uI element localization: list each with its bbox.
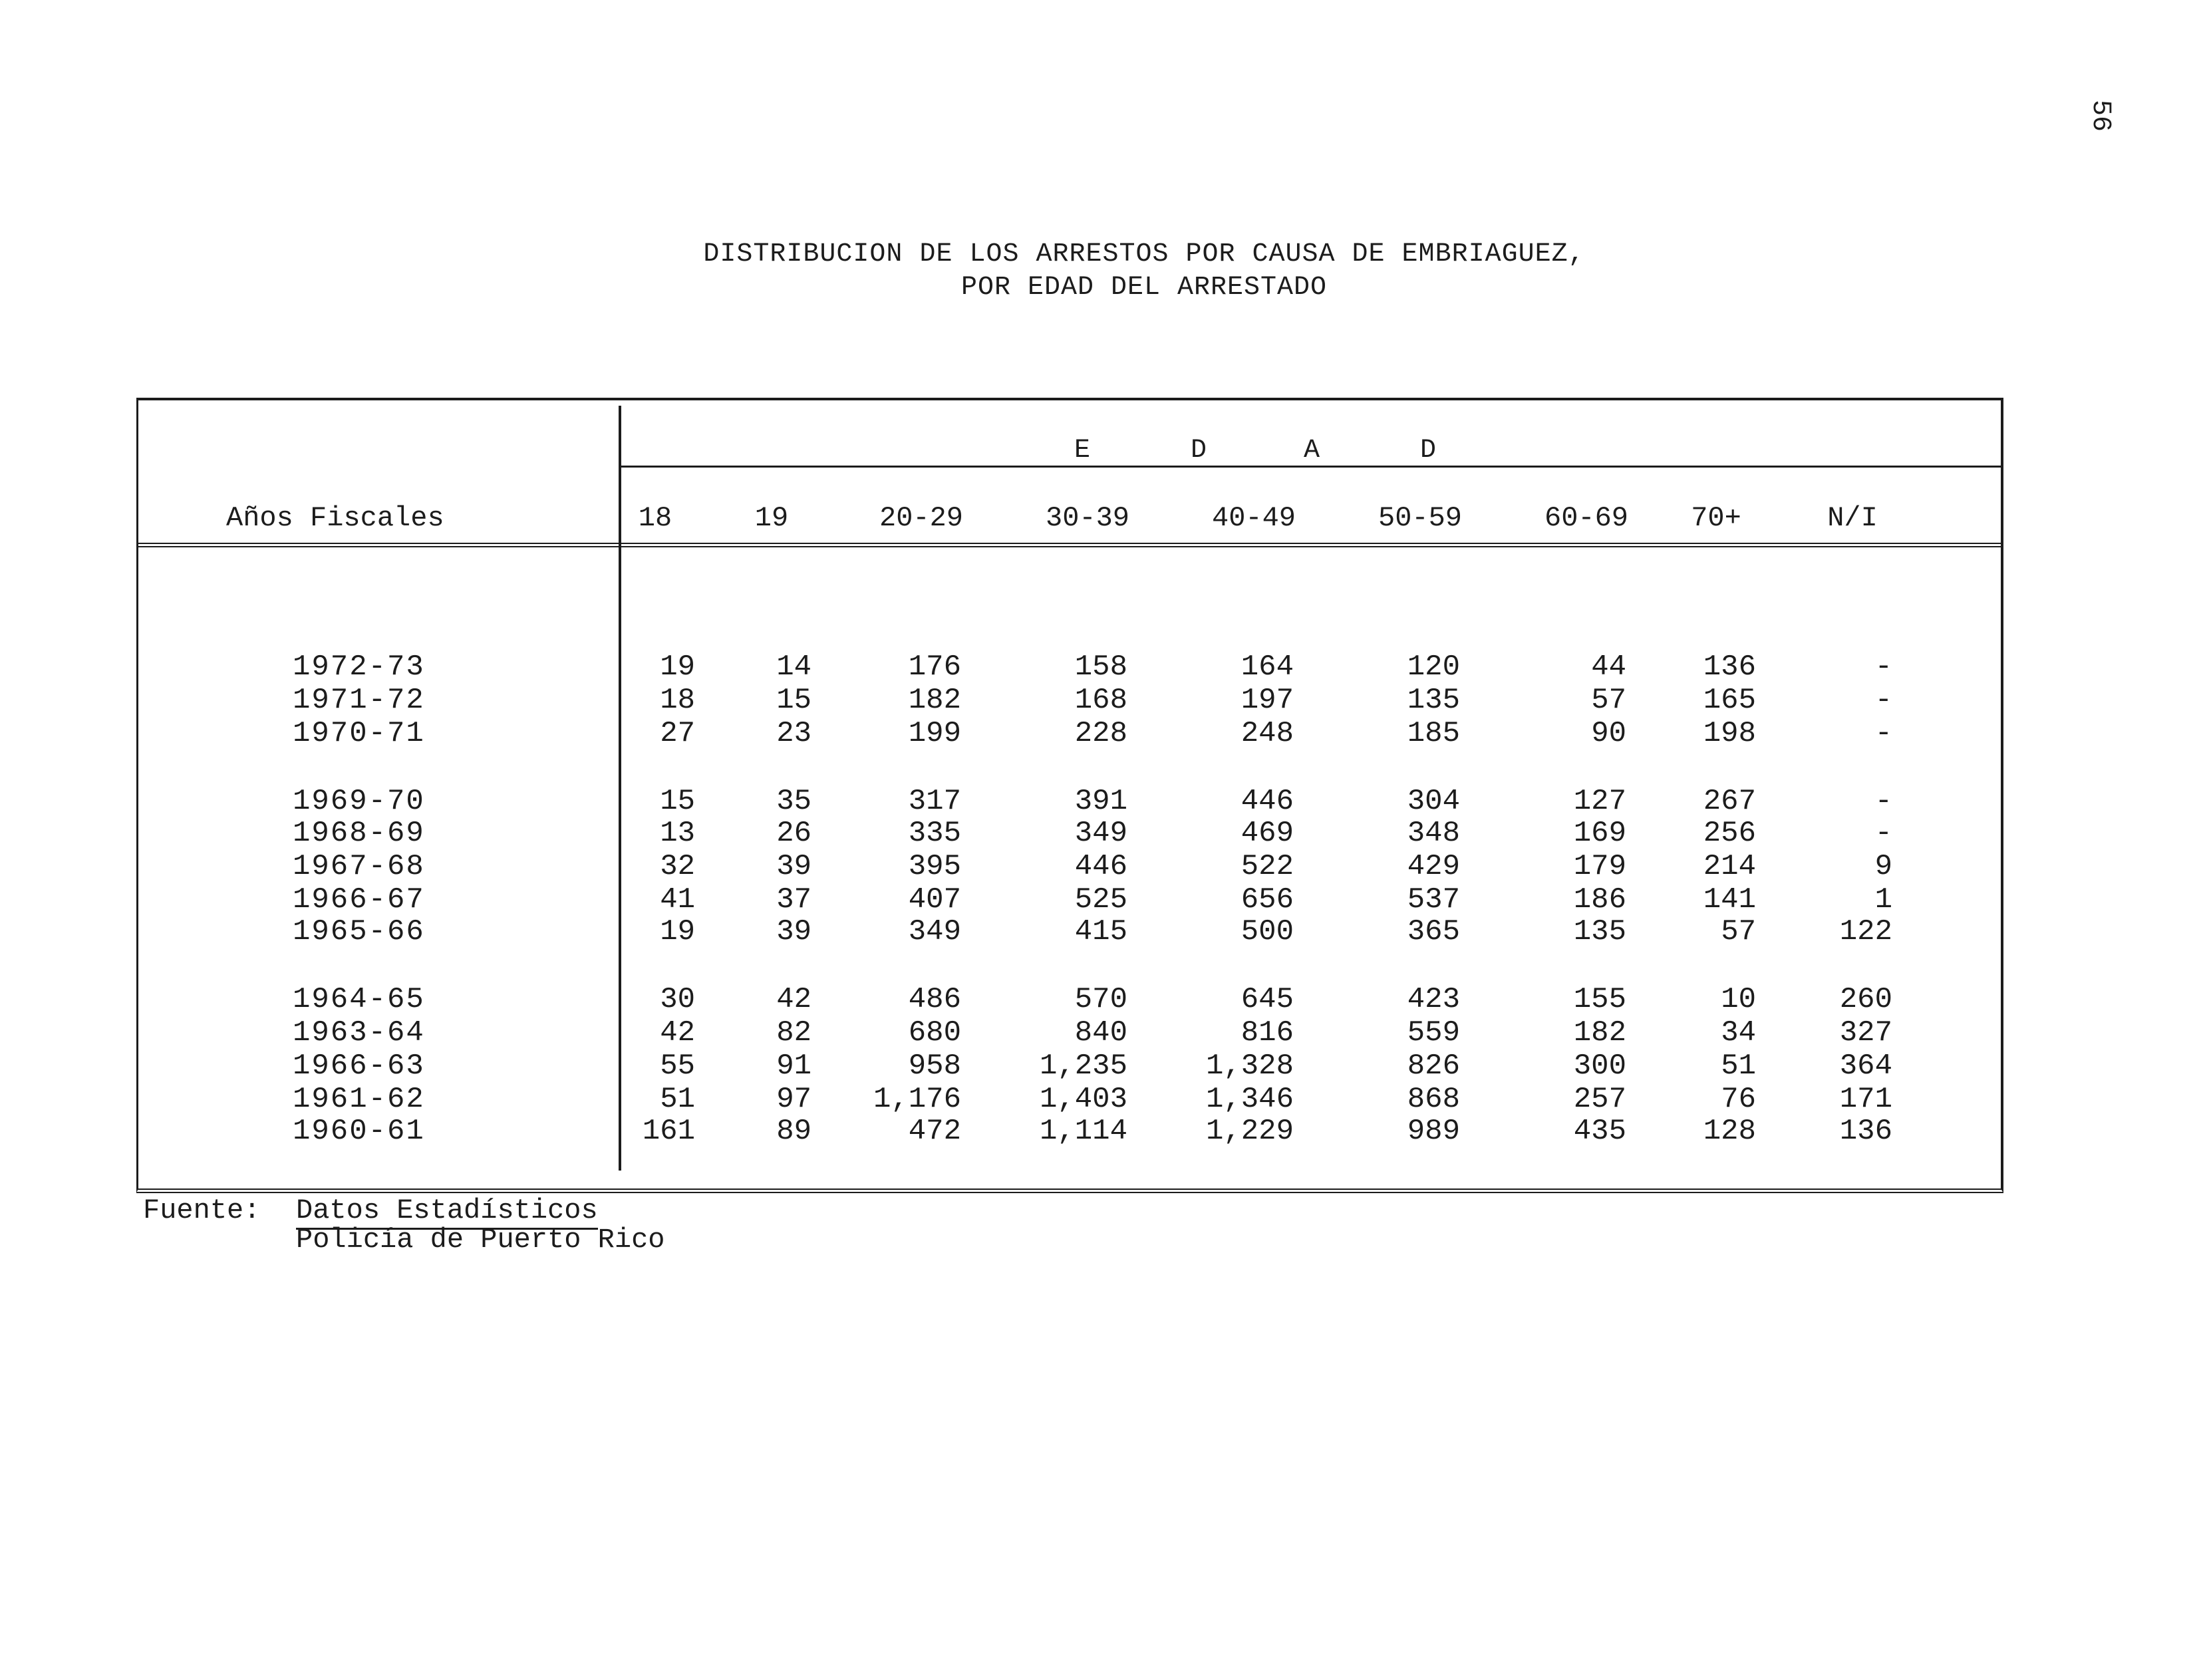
row-year: 1964-65 xyxy=(293,983,425,1016)
table-cell: 868 xyxy=(1407,1083,1460,1116)
table-cell: 171 xyxy=(1839,1083,1892,1116)
table-cell: 185 xyxy=(1407,717,1460,750)
table-cell: 656 xyxy=(1241,883,1294,916)
table-cell: 826 xyxy=(1407,1050,1460,1083)
table-cell: - xyxy=(1874,717,1892,750)
table-cell: 228 xyxy=(1074,717,1127,750)
table-cell: 19 xyxy=(660,915,695,948)
table-cell: 197 xyxy=(1241,684,1294,717)
table-cell: 348 xyxy=(1407,817,1460,850)
row-header-label: Años Fiscales xyxy=(226,502,444,534)
table-cell: 1 xyxy=(1874,883,1892,916)
table-cell: 816 xyxy=(1241,1016,1294,1050)
table-cell: 429 xyxy=(1407,850,1460,883)
table-cell: 349 xyxy=(1074,817,1127,850)
row-year: 1970-71 xyxy=(293,717,425,750)
table-cell: 423 xyxy=(1407,983,1460,1016)
table-cell: 840 xyxy=(1074,1016,1127,1050)
table-cell: 537 xyxy=(1407,883,1460,916)
table-cell: 327 xyxy=(1839,1016,1892,1050)
age-group-letter: E xyxy=(1074,436,1091,466)
table-cell: 15 xyxy=(660,785,695,818)
table-cell: 135 xyxy=(1407,684,1460,717)
age-group-letter: D xyxy=(1191,436,1207,466)
table-cell: 248 xyxy=(1241,717,1294,750)
table-cell: 165 xyxy=(1703,684,1756,717)
table-cell: 415 xyxy=(1074,915,1127,948)
table-cell: 446 xyxy=(1241,785,1294,818)
table-cell: 570 xyxy=(1074,983,1127,1016)
table-cell: 260 xyxy=(1839,983,1892,1016)
table-cell: 41 xyxy=(660,883,695,916)
table-cell: 469 xyxy=(1241,817,1294,850)
table-cell: 169 xyxy=(1573,817,1626,850)
table-cell: 127 xyxy=(1573,785,1626,818)
table-cell: 82 xyxy=(776,1016,811,1050)
table-cell: 391 xyxy=(1074,785,1127,818)
table-cell: 26 xyxy=(776,817,811,850)
age-group-divider xyxy=(621,466,2001,468)
row-year: 1968-69 xyxy=(293,817,425,850)
table-cell: - xyxy=(1874,817,1892,850)
table-cell: 13 xyxy=(660,817,695,850)
table-cell: 257 xyxy=(1573,1083,1626,1116)
table-cell: 1,328 xyxy=(1205,1050,1294,1083)
table-cell: 15 xyxy=(776,684,811,717)
table-cell: 317 xyxy=(908,785,961,818)
table-cell: 27 xyxy=(660,717,695,750)
table-cell: 645 xyxy=(1241,983,1294,1016)
table-cell: 136 xyxy=(1703,650,1756,684)
table-cell: 37 xyxy=(776,883,811,916)
table-cell: 525 xyxy=(1074,883,1127,916)
table-cell: 395 xyxy=(908,850,961,883)
table-cell: 42 xyxy=(776,983,811,1016)
row-year: 1966-63 xyxy=(293,1050,425,1083)
row-year: 1971-72 xyxy=(293,684,425,717)
table-cell: 182 xyxy=(1573,1016,1626,1050)
table-cell: 90 xyxy=(1591,717,1626,750)
table-cell: 128 xyxy=(1703,1115,1756,1148)
table-cell: 559 xyxy=(1407,1016,1460,1050)
table-cell: 500 xyxy=(1241,915,1294,948)
table-cell: 89 xyxy=(776,1115,811,1148)
table-cell: 176 xyxy=(908,650,961,684)
table-cell: 55 xyxy=(660,1050,695,1083)
table-cell: 91 xyxy=(776,1050,811,1083)
table-cell: 42 xyxy=(660,1016,695,1050)
table-cell: 214 xyxy=(1703,850,1756,883)
column-header: 50-59 xyxy=(1378,502,1463,534)
table-cell: - xyxy=(1874,650,1892,684)
table-cell: 57 xyxy=(1591,684,1626,717)
age-group-letter: D xyxy=(1420,436,1437,466)
table-cell: 199 xyxy=(908,717,961,750)
column-header: 30-39 xyxy=(1045,502,1130,534)
table-cell: 9 xyxy=(1874,850,1892,883)
table-cell: 39 xyxy=(776,850,811,883)
table-cell: 141 xyxy=(1703,883,1756,916)
row-year: 1969-70 xyxy=(293,785,425,818)
table-cell: 135 xyxy=(1573,915,1626,948)
table-cell: 435 xyxy=(1573,1115,1626,1148)
header-double-rule xyxy=(138,543,2001,547)
table-cell: 989 xyxy=(1407,1115,1460,1148)
column-header: 40-49 xyxy=(1211,502,1296,534)
table-cell: 35 xyxy=(776,785,811,818)
table-cell: 30 xyxy=(660,983,695,1016)
table-cell: 97 xyxy=(776,1083,811,1116)
source-line-2: Policía de Puerto Rico xyxy=(296,1224,665,1256)
table-cell: 164 xyxy=(1241,650,1294,684)
column-header: 18 xyxy=(638,502,672,534)
table-cell: 44 xyxy=(1591,650,1626,684)
table-cell: 179 xyxy=(1573,850,1626,883)
table-cell: 472 xyxy=(908,1115,961,1148)
table-cell: 446 xyxy=(1074,850,1127,883)
table-cell: 51 xyxy=(660,1083,695,1116)
table-cell: 19 xyxy=(660,650,695,684)
table-cell: 32 xyxy=(660,850,695,883)
column-header: 70+ xyxy=(1691,502,1741,534)
table-cell: 1,403 xyxy=(1039,1083,1127,1116)
table-cell: 57 xyxy=(1721,915,1756,948)
table-cell: 335 xyxy=(908,817,961,850)
table-cell: - xyxy=(1874,785,1892,818)
row-year: 1963-64 xyxy=(293,1016,425,1050)
row-year: 1961-62 xyxy=(293,1083,425,1116)
table-title-line-1: DISTRIBUCION DE LOS ARRESTOS POR CAUSA DE EMBRIAGUEZ, xyxy=(703,239,1585,269)
row-year: 1972-73 xyxy=(293,650,425,684)
column-header: 20-29 xyxy=(879,502,964,534)
table-cell: 1,114 xyxy=(1039,1115,1127,1148)
table-cell: 136 xyxy=(1839,1115,1892,1148)
table-cell: 1,235 xyxy=(1039,1050,1127,1083)
row-year: 1965-66 xyxy=(293,915,425,948)
table-cell: 14 xyxy=(776,650,811,684)
table-cell: 958 xyxy=(908,1050,961,1083)
table-cell: 680 xyxy=(908,1016,961,1050)
age-group-letter: A xyxy=(1304,436,1320,466)
table-cell: 304 xyxy=(1407,785,1460,818)
table-cell: 267 xyxy=(1703,785,1756,818)
table-cell: 155 xyxy=(1573,983,1626,1016)
table-cell: 522 xyxy=(1241,850,1294,883)
table-cell: 1,229 xyxy=(1205,1115,1294,1148)
column-header: 60-69 xyxy=(1544,502,1629,534)
table-title-line-2: POR EDAD DEL ARRESTADO xyxy=(960,273,1328,303)
table-cell: 18 xyxy=(660,684,695,717)
table-cell: 158 xyxy=(1074,650,1127,684)
row-year: 1967-68 xyxy=(293,850,425,883)
table-cell: 51 xyxy=(1721,1050,1756,1083)
table-cell: 161 xyxy=(642,1115,695,1148)
column-header: 19 xyxy=(754,502,789,534)
table-cell: 1,176 xyxy=(873,1083,961,1116)
column-header: N/I xyxy=(1827,502,1878,534)
table-cell: 23 xyxy=(776,717,811,750)
table-cell: 486 xyxy=(908,983,961,1016)
table-cell: 256 xyxy=(1703,817,1756,850)
table-cell: 198 xyxy=(1703,717,1756,750)
row-year: 1966-67 xyxy=(293,883,425,916)
table-cell: 186 xyxy=(1573,883,1626,916)
table-cell: 182 xyxy=(908,684,961,717)
table-cell: 364 xyxy=(1839,1050,1892,1083)
source-line-1: Datos Estadísticos xyxy=(296,1194,598,1230)
page-number: 56 xyxy=(2085,100,2115,132)
table-cell: 349 xyxy=(908,915,961,948)
table-cell: 407 xyxy=(908,883,961,916)
table-cell: 1,346 xyxy=(1205,1083,1294,1116)
table-cell: 300 xyxy=(1573,1050,1626,1083)
table-cell: 122 xyxy=(1839,915,1892,948)
row-year: 1960-61 xyxy=(293,1115,425,1148)
table-cell: 76 xyxy=(1721,1083,1756,1116)
source-label: Fuente: xyxy=(143,1194,261,1226)
table-cell: 120 xyxy=(1407,650,1460,684)
table-cell: 39 xyxy=(776,915,811,948)
table-cell: 34 xyxy=(1721,1016,1756,1050)
table-cell: 10 xyxy=(1721,983,1756,1016)
table-cell: - xyxy=(1874,684,1892,717)
table-cell: 365 xyxy=(1407,915,1460,948)
table-cell: 168 xyxy=(1074,684,1127,717)
